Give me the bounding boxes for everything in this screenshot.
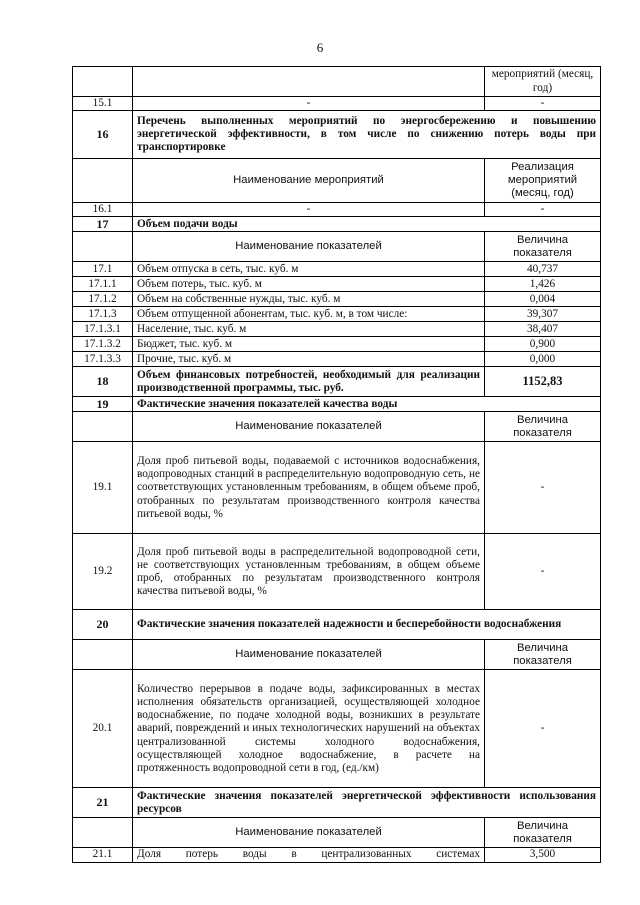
- table-row: [73, 203, 601, 217]
- column-header-value: Величина показателя: [485, 232, 601, 262]
- cell-name: -: [133, 97, 485, 111]
- table-row: [73, 97, 601, 111]
- section-value: 1152,83: [485, 367, 601, 397]
- cell-name: Доля проб питьевой воды в распределительной водопроводной сети, не соответствующих установленным требованиям, в общем объеме проб, отобранных по результатам производственного контроля качества питьевой воды, %: [133, 534, 485, 610]
- table-row: [73, 277, 601, 292]
- table-header-row: [73, 818, 601, 848]
- cell-name: -: [133, 203, 485, 217]
- cell-name: Прочие, тыс. куб. м: [133, 352, 485, 367]
- table-header-row: [73, 640, 601, 670]
- table-row: [73, 352, 601, 367]
- row-number: 19.2: [73, 534, 133, 610]
- cell-name: Количество перерывов в подаче воды, зафиксированных в местах исполнения обязательств организацией, осуществляющей холодное водоснабжение, по подаче холодной воды, возникших в результате аварий, повреждений и иных технологических нарушений на объектах централизованной системы холодного водоснабжения, осуществляющей холодное водоснабжение, в расчете на протяженность водопроводной сети в год, (ед./км): [133, 670, 485, 788]
- section-number: 20: [73, 610, 133, 640]
- column-header-name: Наименование показателей: [133, 412, 485, 442]
- table-row: [73, 534, 601, 610]
- cell-name: Объем потерь, тыс. куб. м: [133, 277, 485, 292]
- cell-name: Бюджет, тыс. куб. м: [133, 337, 485, 352]
- table-header-row: [73, 159, 601, 203]
- column-header-name: Наименование показателей: [133, 232, 485, 262]
- section-row: [73, 111, 601, 159]
- cell-value: 39,307: [485, 307, 601, 322]
- cell-value: 1,426: [485, 277, 601, 292]
- section-title: Объем финансовых потребностей, необходимый для реализации производственной программы, тыс. руб.: [133, 367, 485, 397]
- table-row: [73, 337, 601, 352]
- cell-value: 0,900: [485, 337, 601, 352]
- section-title: Фактические значения показателей качества воды: [133, 397, 601, 412]
- table-row: [73, 848, 601, 862]
- section-row: [73, 788, 601, 818]
- indicators-table: [72, 66, 601, 863]
- column-header-value: Величина показателя: [485, 412, 601, 442]
- table-row: [73, 67, 601, 97]
- section-title: Фактические значения показателей энергетической эффективности использования ресурсов: [133, 788, 601, 818]
- table-row: [73, 292, 601, 307]
- section-number: 17: [73, 217, 133, 232]
- cell-value: 0,000: [485, 352, 601, 367]
- section-row: [73, 610, 601, 640]
- cell-name: Доля потерь воды в централизованных системах: [133, 848, 485, 862]
- row-number: 16.1: [73, 203, 133, 217]
- table-row: [73, 442, 601, 534]
- section-title: Фактические значения показателей надежности и бесперебойности водоснабжения: [133, 610, 601, 640]
- cell-value: -: [485, 534, 601, 610]
- cell-name: Объем отпущенной абонентам, тыс. куб. м, в том числе:: [133, 307, 485, 322]
- cell-value: 38,407: [485, 322, 601, 337]
- table-row: [73, 322, 601, 337]
- cell-value: -: [485, 97, 601, 111]
- cell-value: -: [485, 203, 601, 217]
- section-title: Перечень выполненных мероприятий по энергосбережению и повышению энергетической эффективности, в том числе по снижению потерь воды при транспортировке: [133, 111, 601, 159]
- row-number: 17.1.1: [73, 277, 133, 292]
- cell-value: 0,004: [485, 292, 601, 307]
- column-header-name: Наименование мероприятий: [133, 159, 485, 203]
- row-number: 17.1.3.1: [73, 322, 133, 337]
- page-number: 6: [316, 40, 324, 55]
- cell-value: 40,737: [485, 262, 601, 277]
- row-number: 21.1: [73, 848, 133, 862]
- cell-value: -: [485, 442, 601, 534]
- column-header-name: Наименование показателей: [133, 818, 485, 848]
- section-number: 18: [73, 367, 133, 397]
- section-number: 21: [73, 788, 133, 818]
- section-row: [73, 217, 601, 232]
- column-header-name: Наименование показателей: [133, 640, 485, 670]
- section-number: 16: [73, 111, 133, 159]
- row-number: 17.1.3.2: [73, 337, 133, 352]
- table-row: [73, 307, 601, 322]
- section-row: [73, 367, 601, 397]
- cell-value: 3,500: [485, 848, 601, 862]
- section-number: 19: [73, 397, 133, 412]
- column-header-value: Реализация мероприятий (месяц, год): [485, 159, 601, 203]
- row-number: 17.1: [73, 262, 133, 277]
- table-header-row: [73, 412, 601, 442]
- section-row: [73, 397, 601, 412]
- cell-name: Доля проб питьевой воды, подаваемой с источников водоснабжения, водопроводных станций в распределительную водопроводную сеть, не соответствующих установленным требованиям, в общем объеме проб, отобранных по результатам производственного контроля качества питьевой воды, %: [133, 442, 485, 534]
- cell-value: -: [485, 670, 601, 788]
- cell-name: Объем отпуска в сеть, тыс. куб. м: [133, 262, 485, 277]
- row-number: 20.1: [73, 670, 133, 788]
- section-title: Объем подачи воды: [133, 217, 601, 232]
- cell-name: Объем на собственные нужды, тыс. куб. м: [133, 292, 485, 307]
- row-number: 19.1: [73, 442, 133, 534]
- column-header-value: Величина показателя: [485, 818, 601, 848]
- cell-name: Население, тыс. куб. м: [133, 322, 485, 337]
- row-number: 17.1.3.3: [73, 352, 133, 367]
- table-row: [73, 262, 601, 277]
- row-number: 17.1.3: [73, 307, 133, 322]
- cell-value: мероприятий (месяц, год): [485, 67, 601, 97]
- row-number: 17.1.2: [73, 292, 133, 307]
- row-number: 15.1: [73, 97, 133, 111]
- table-row: [73, 670, 601, 788]
- column-header-value: Величина показателя: [485, 640, 601, 670]
- table-header-row: [73, 232, 601, 262]
